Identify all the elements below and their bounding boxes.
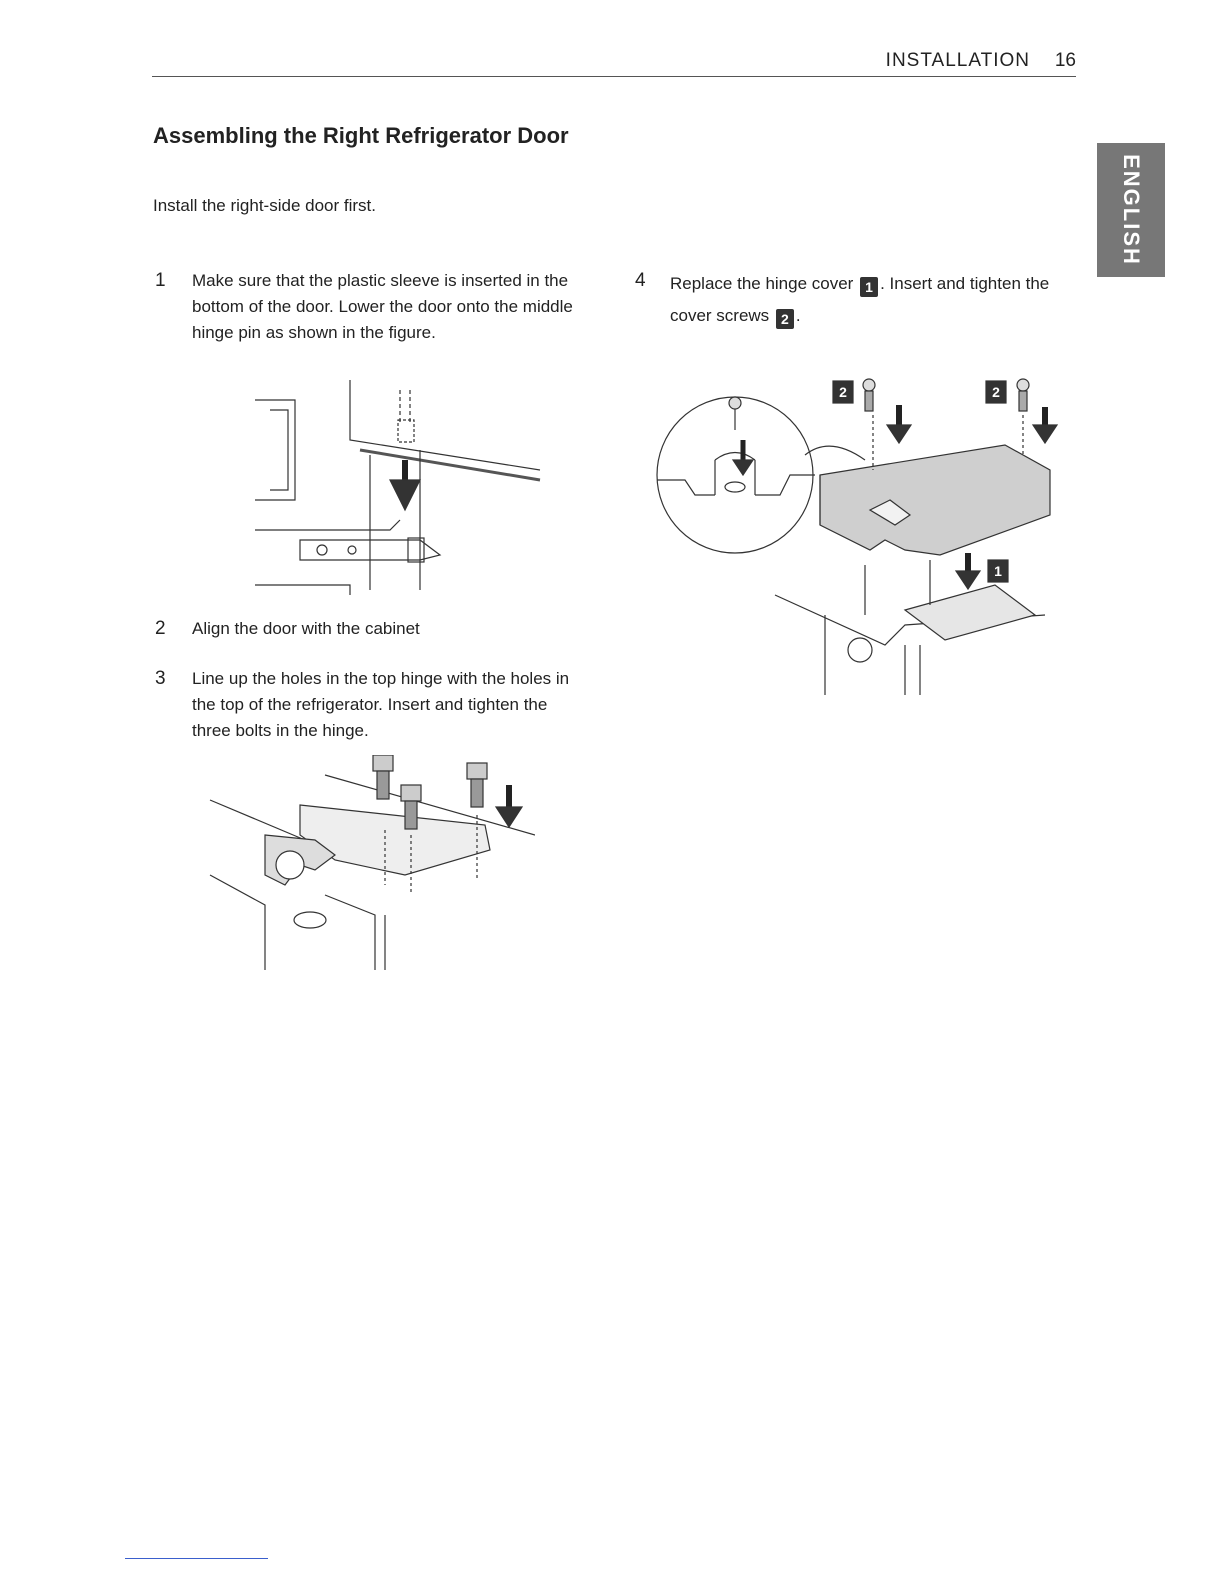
step-text: Make sure that the plastic sleeve is inserted in the bottom of the door. Lower the door onto the middle hinge pin as shown in the figure. xyxy=(192,271,573,342)
footer-rule xyxy=(125,1558,268,1559)
step-text: Align the door with the cabinet xyxy=(192,619,420,638)
step-text xyxy=(670,268,1065,332)
language-tab-label: ENGLISH xyxy=(1119,154,1144,266)
figure-hinge-cover xyxy=(655,375,1065,695)
step-number: 2 xyxy=(155,618,166,639)
callout-badge-2: 2 xyxy=(776,309,794,329)
step-4-text-c: . xyxy=(795,306,801,325)
bolt-1 xyxy=(373,755,393,799)
screw-left xyxy=(863,379,875,411)
step-number: 4 xyxy=(635,270,646,291)
step-4-text-b: . Insert and tighten the cover screws xyxy=(670,274,1050,325)
language-tab xyxy=(1097,143,1165,277)
screw-right xyxy=(1017,379,1029,411)
step-4-text-a: Replace the hinge cover xyxy=(670,274,854,293)
bolt-3 xyxy=(467,763,487,807)
page-number: 16 xyxy=(1054,50,1076,71)
callout-2-left-label: 2 xyxy=(839,384,847,400)
step-number: 1 xyxy=(155,270,166,291)
callout-badge-1: 1 xyxy=(860,277,878,297)
figure-top-hinge-bolts xyxy=(205,755,535,975)
page-title: Assembling the Right Refrigerator Door xyxy=(153,123,569,148)
callout-2-right-label: 2 xyxy=(992,384,1000,400)
intro-text: Install the right-side door first. xyxy=(153,196,376,215)
step-number: 3 xyxy=(155,668,166,689)
step-text: Line up the holes in the top hinge with the holes in the top of the refrigerator. Insert and tighten the three bolts in the hinge. xyxy=(192,669,570,740)
figure-middle-hinge xyxy=(250,380,550,600)
page-header xyxy=(152,48,1076,77)
section-title: INSTALLATION xyxy=(885,50,1030,71)
callout-1-label: 1 xyxy=(994,563,1002,579)
